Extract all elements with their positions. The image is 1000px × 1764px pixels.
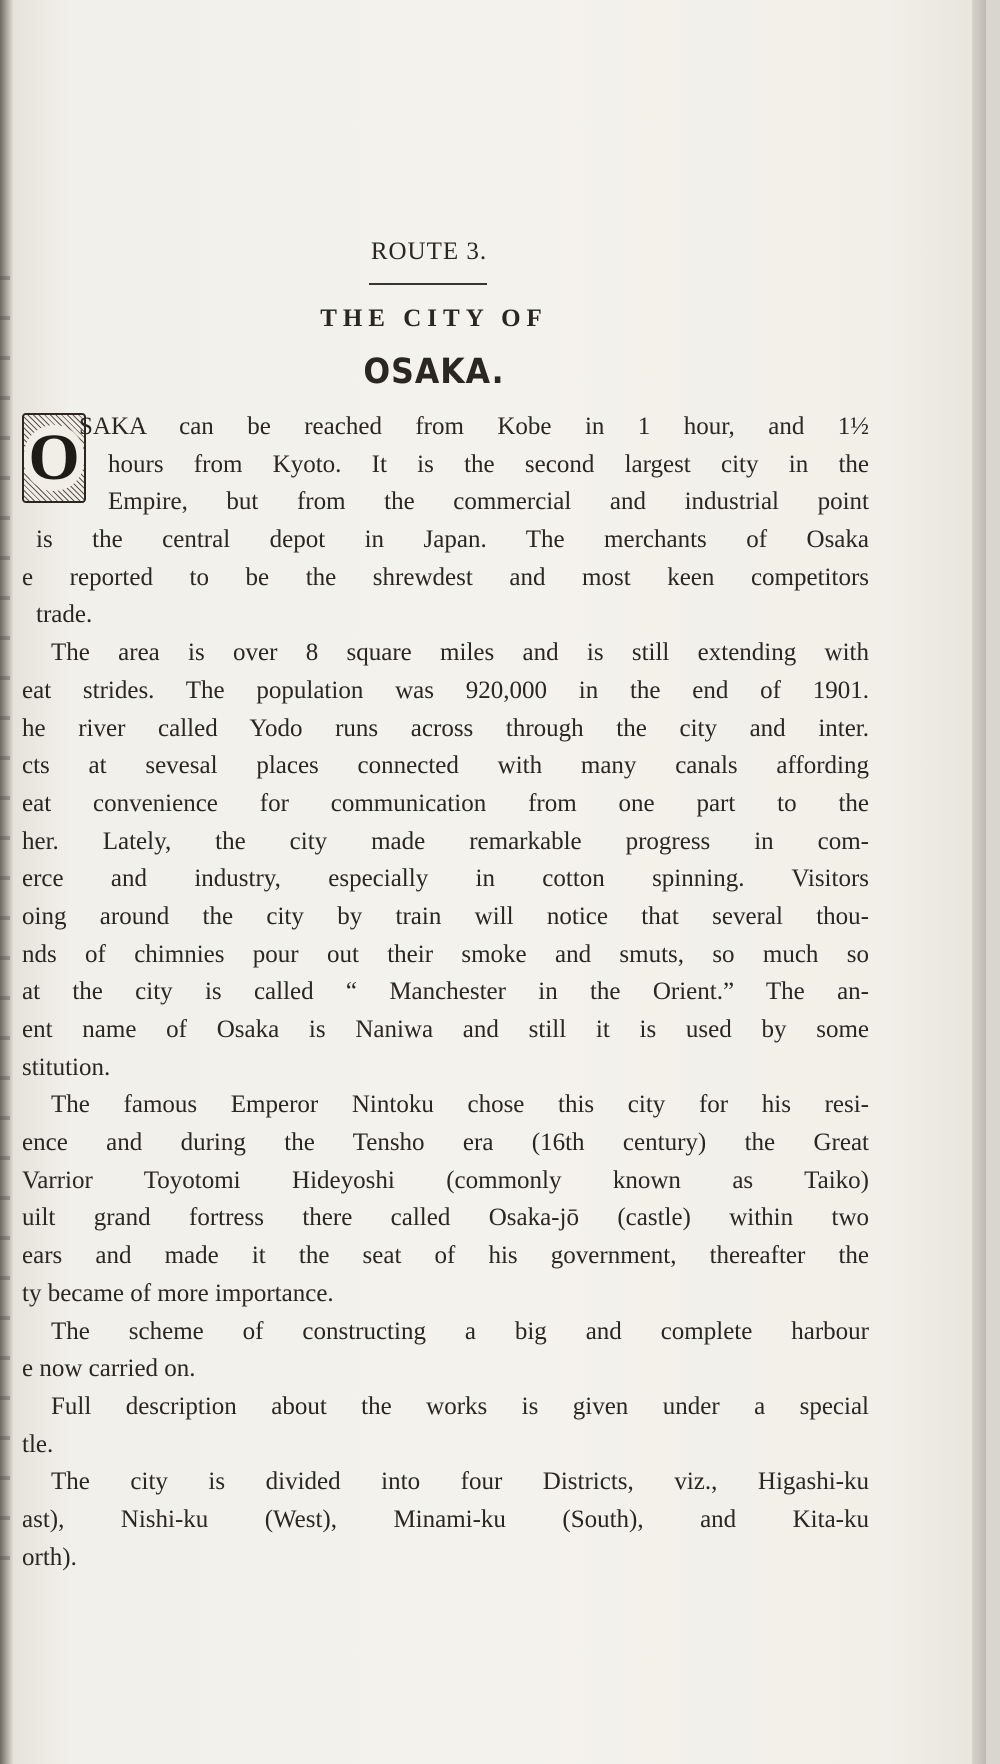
text-line: at the city is called “ Manchester in the Orient.” The an- bbox=[22, 978, 869, 1006]
text-line: The scheme of constructing a big and complete harbour bbox=[51, 1317, 869, 1345]
text-line: he river called Yodo runs across through the city and inter. bbox=[22, 714, 869, 742]
text-line: stitution. bbox=[22, 1053, 111, 1081]
text-line: orth). bbox=[22, 1543, 77, 1571]
text-line: ty became of more importance. bbox=[22, 1279, 334, 1307]
text-line: uilt grand fortress there called Osaka-jō (castle) within two bbox=[22, 1204, 869, 1232]
text-line: e now carried on. bbox=[22, 1355, 196, 1383]
page-edge bbox=[972, 0, 986, 1764]
text-line: The area is over 8 square miles and is still extending with bbox=[51, 639, 869, 667]
text-line: Varrior Toyotomi Hideyoshi (commonly known as Taiko) bbox=[22, 1166, 869, 1194]
text-line: The city is divided into four Districts, viz., Higashi-ku bbox=[51, 1468, 869, 1496]
text-line: SAKA can be reached from Kobe in 1 hour, and 1½ bbox=[79, 413, 869, 440]
text-line: nds of chimnies pour out their smoke and smuts, so much so bbox=[22, 940, 869, 968]
text-line: eat convenience for communication from one part to the bbox=[22, 789, 869, 817]
text-line: ent name of Osaka is Naniwa and still it is used by some bbox=[22, 1016, 869, 1043]
section-title-large: OSAKA. bbox=[363, 352, 505, 392]
section-title-small: THE CITY OF bbox=[320, 305, 548, 332]
text-line: tle. bbox=[22, 1430, 54, 1458]
text-line: hours from Kyoto. It is the second largest city in the bbox=[108, 450, 869, 478]
book-gutter bbox=[0, 0, 14, 1764]
text-line: trade. bbox=[36, 601, 93, 629]
text-line: is the central depot in Japan. The merchants of Osaka bbox=[36, 526, 869, 554]
text-line: erce and industry, especially in cotton spinning. Visitors bbox=[22, 865, 869, 893]
text-line: e reported to be the shrewdest and most keen competitors bbox=[22, 563, 869, 591]
text-line: Empire, but from the commercial and industrial point bbox=[108, 488, 869, 516]
text-line: eat strides. The population was 920,000 in the end of 1901. bbox=[22, 676, 869, 704]
dropcap-letter: O bbox=[24, 425, 83, 491]
text-line: oing around the city by train will notice that several thou- bbox=[22, 902, 869, 930]
text-line: Full description about the works is given under a special bbox=[51, 1392, 869, 1420]
text-line: ast), Nishi-ku (West), Minami-ku (South), and Kita-ku bbox=[22, 1505, 869, 1533]
body-text bbox=[14, 408, 869, 1576]
book-page bbox=[14, 0, 986, 1764]
text-line: ears and made it the seat of his government, thereafter the bbox=[22, 1242, 869, 1270]
text-line: cts at sevesal places connected with many canals affording bbox=[22, 752, 869, 780]
route-heading: ROUTE 3. bbox=[370, 238, 488, 265]
heading-rule bbox=[369, 283, 487, 285]
text-line: ence and during the Tensho era (16th century) the Great bbox=[22, 1129, 869, 1157]
text-line: The famous Emperor Nintoku chose this city for his resi- bbox=[51, 1091, 869, 1119]
facing-page-edge bbox=[0, 240, 10, 1590]
text-line: her. Lately, the city made remarkable progress in com- bbox=[22, 827, 869, 855]
